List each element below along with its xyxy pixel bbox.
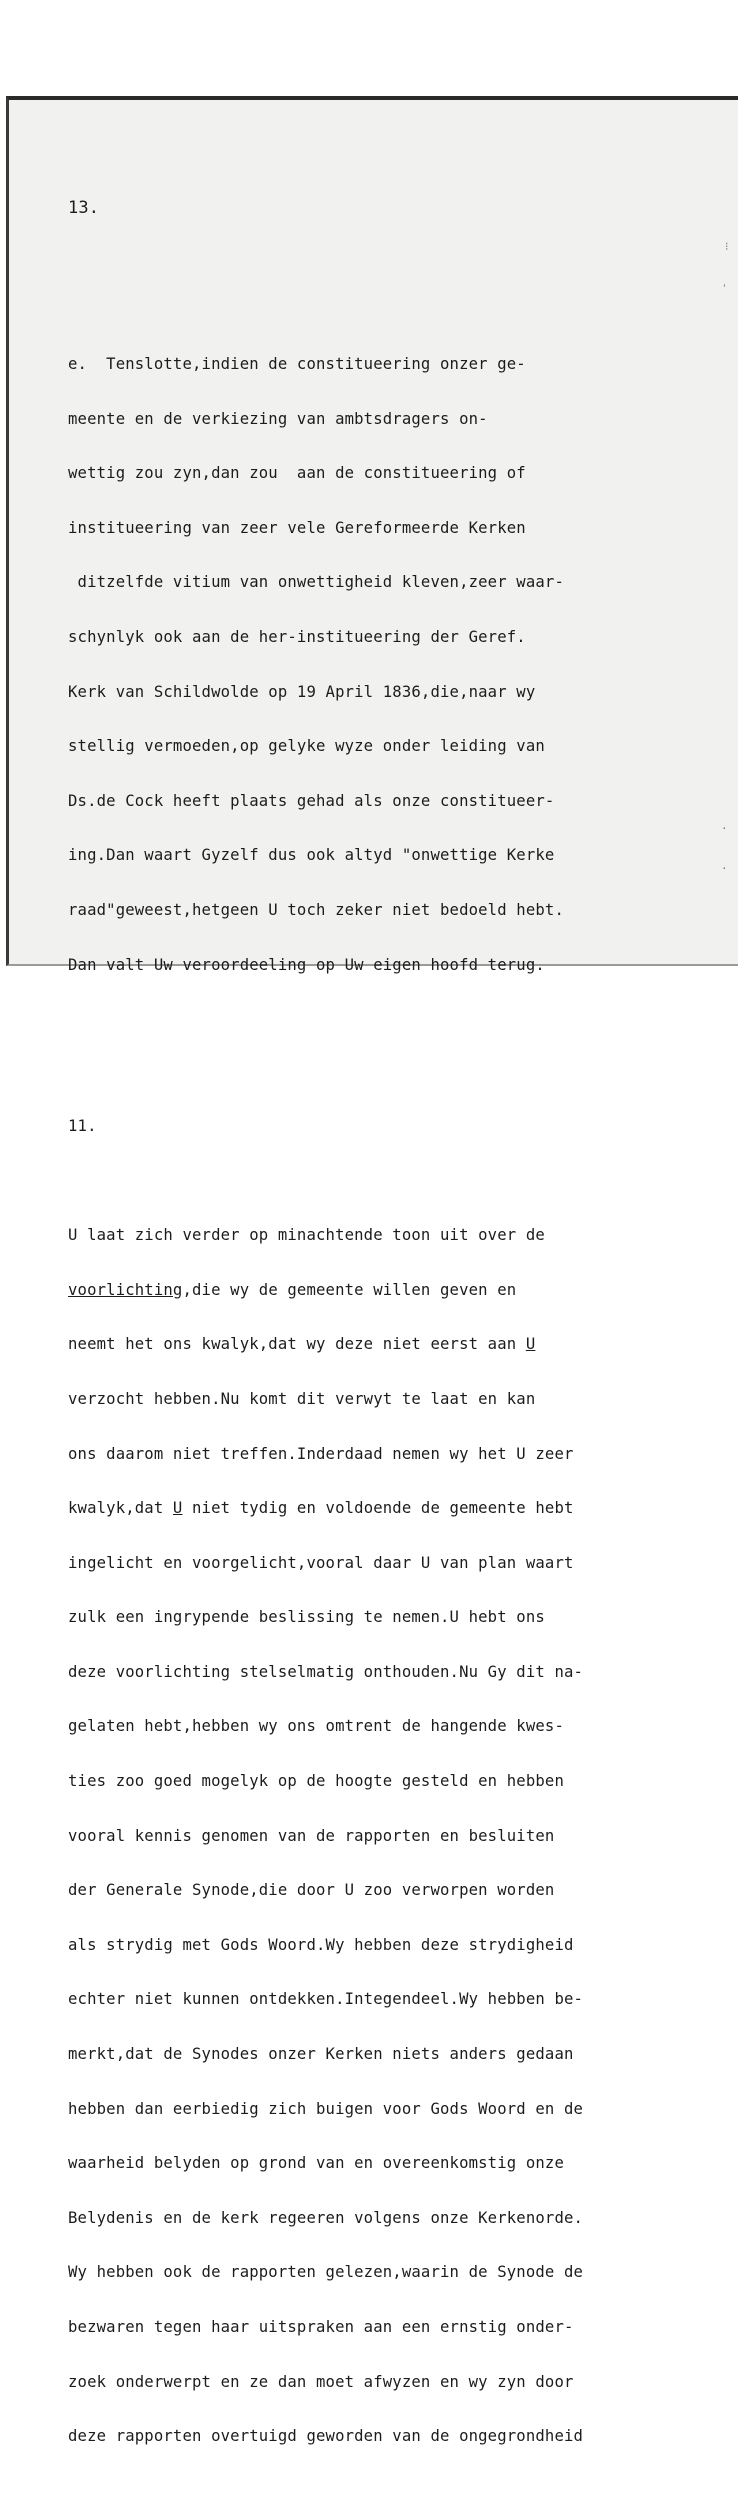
text-run: neemt het ons kwalyk,dat wy deze niet eerst aan <box>68 1335 526 1354</box>
text-line: Belydenis en de kerk regeeren volgens onze Kerkenorde. <box>68 2208 584 2227</box>
text-line: schynlyk ook aan de her-institueering der Geref. <box>68 627 526 646</box>
text-line: ingelicht en voorgelicht,vooral daar U van plan waart <box>68 1553 574 1572</box>
text-line <box>68 1281 668 1300</box>
text-line <box>68 1335 668 1354</box>
scan-speck: · <box>721 862 728 875</box>
page-text <box>68 157 668 2518</box>
text-line: ing.Dan waart Gyzelf dus ook altyd "onwettige Kerke <box>68 846 555 865</box>
paragraph-e <box>68 319 668 1010</box>
page-number: 13. <box>68 198 100 218</box>
text-line: gelaten hebt,hebben wy ons omtrent de hangende kwes- <box>68 1717 564 1736</box>
text-line: stellig vermoeden,op gelyke wyze onder leiding van <box>68 737 545 756</box>
text-line: waarheid belyden op grond van en overeenkomstig onze <box>68 2154 564 2173</box>
text-line: e. Tenslotte,indien de constitueering onzer ge- <box>68 355 526 373</box>
underlined-word: U <box>172 1499 183 1518</box>
text-line: deze voorlichting stelselmatig onthouden.Nu Gy dit na- <box>68 1662 584 1681</box>
text-line: hebben dan eerbiedig zich buigen voor Gods Woord en de <box>68 2099 584 2118</box>
text-run: ,die wy de gemeente willen geven en <box>182 1280 517 1299</box>
text-line: vooral kennis genomen van de rapporten en besluiten <box>68 1826 555 1845</box>
text-line: Dan valt Uw veroordeeling op Uw eigen hoofd terug. <box>68 955 545 974</box>
text-line: echter niet kunnen ontdekken.Integendeel.Wy hebben be- <box>68 1990 584 2009</box>
text-line: ons daarom niet treffen.Inderdaad nemen wy het U zeer <box>68 1444 574 1463</box>
section-number-11: 11. <box>68 1117 97 1136</box>
text-line: zulk een ingrypende beslissing te nemen.U hebt ons <box>68 1608 545 1627</box>
text-line: ditzelfde vitium van onwettigheid kleven,zeer waar- <box>68 573 564 592</box>
text-run: niet tydig en voldoende de gemeente hebt <box>182 1499 574 1518</box>
text-line: Wy hebben ook de rapporten gelezen,waarin de Synode de <box>68 2263 584 2282</box>
text-line: wettig zou zyn,dan zou aan de constitueering of <box>68 464 526 483</box>
text-line: Kerk van Schildwolde op 19 April 1836,die,naar wy <box>68 682 536 701</box>
scan-speck: ⁝ <box>725 240 729 253</box>
text-line: als strydig met Gods Woord.Wy hebben deze strydigheid <box>68 1935 574 1954</box>
text-line: ties zoo goed mogelyk op de hoogte gesteld en hebben <box>68 1772 564 1791</box>
paragraph-11 <box>68 1190 668 2482</box>
scan-speck: ˈ <box>721 282 728 295</box>
text-line: merkt,dat de Synodes onzer Kerken niets anders gedaan <box>68 2045 574 2064</box>
text-line: der Generale Synode,die door U zoo verworpen worden <box>68 1881 555 1900</box>
underlined-word: U <box>525 1335 536 1354</box>
text-line: verzocht hebben.Nu komt dit verwyt te laat en kan <box>68 1389 536 1408</box>
text-line: U laat zich verder op minachtende toon uit over de <box>68 1226 545 1245</box>
text-line: zoek onderwerpt en ze dan moet afwyzen en wy zyn door <box>68 2372 574 2391</box>
text-line: Ds.de Cock heeft plaats gehad als onze constitueer- <box>68 791 555 810</box>
text-line: institueering van zeer vele Gereformeerde Kerken <box>68 518 526 537</box>
underlined-word: voorlichting <box>68 1280 183 1299</box>
text-line: meente en de verkiezing van ambtsdragers on- <box>68 409 488 428</box>
text-run: kwalyk,dat <box>68 1499 173 1518</box>
text-line: deze rapporten overtuigd geworden van de ongegrondheid <box>68 2427 584 2446</box>
scan-speck: · <box>721 822 728 835</box>
text-line: bezwaren tegen haar uitspraken aan een ernstig onder- <box>68 2318 574 2336</box>
text-line <box>68 1499 668 1518</box>
text-line: raad"geweest,hetgeen U toch zeker niet bedoeld hebt. <box>68 900 564 919</box>
typewritten-page <box>6 96 738 2446</box>
